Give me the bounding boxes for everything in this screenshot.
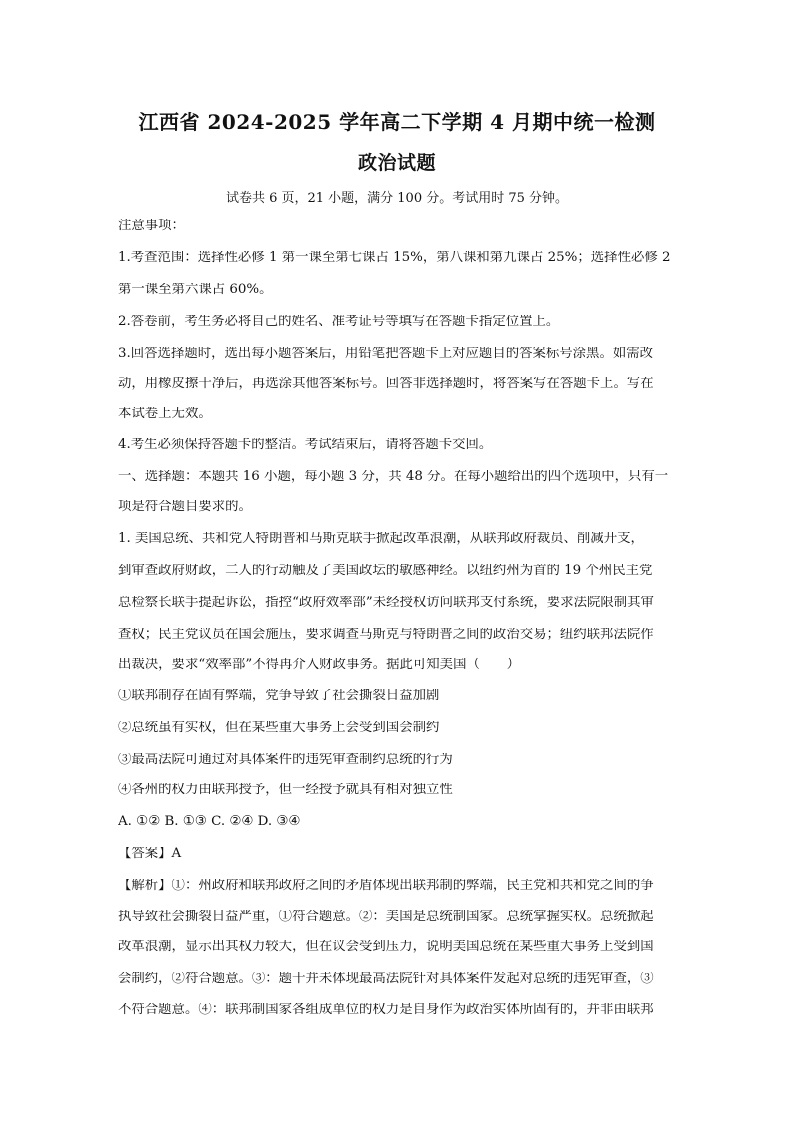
section-heading: 一、选择题：本题共 16 小题，每小题 3 分，共 48 分。在每小题给出的四个选项中，只有一 <box>118 470 669 484</box>
question-stem: 到审查政府财政，二人的行动触及了美国政坛的敏感神经。以纽约州为首的 19 个州民主党 <box>118 564 653 578</box>
option-statement: ④各州的权力由联邦授予，但一经授予就具有相对独立性 <box>118 783 453 797</box>
notice-line: 本试卷上无效。 <box>118 407 212 421</box>
analysis-line: 会制约，②符合题意。③：题干并未体现最高法院针对具体案件发起对总统的违宪审查，③ <box>118 972 654 986</box>
analysis-line: 执导致社会撕裂日益严重，①符合题意。②：美国是总统制国家。总统掌握实权。总统掀起 <box>118 910 654 924</box>
analysis-line: 不符合题意。④：联邦制国家各组成单位的权力是自身作为政治实体所固有的，并非由联邦 <box>118 1003 654 1017</box>
option-statement: ②总统虽有实权，但在某些重大事务上会受到国会制约 <box>118 721 440 735</box>
notice-line: 2.答卷前，考生务必将自己的姓名、准考证号等填写在答题卡指定位置上。 <box>118 315 560 329</box>
notice-line: 1.考查范围：选择性必修 1 第一课至第七课占 15%，第八课和第九课占 25%；选择性必修 2 <box>118 251 671 265</box>
exam-subject: 政治试题 <box>357 152 436 174</box>
question-stem: 总检察长联手提起诉讼，指控“政府效率部”未经授权访问联邦支付系统，要求法院限制其审 <box>118 596 654 610</box>
notice-line: 3.回答选择题时，选出每小题答案后，用铅笔把答题卡上对应题目的答案标号涂黑。如需改 <box>118 347 654 361</box>
notice-line: 第一课至第六课占 60%。 <box>118 283 273 297</box>
notice-line: 4.考生必须保持答题卡的整洁。考试结束后，请将答题卡交回。 <box>118 438 493 452</box>
question-stem: 查权；民主党议员在国会施压，要求调查马斯克与特朗普之间的政治交易；纽约联邦法院作 <box>118 628 654 642</box>
option-statement: ③最高法院可通过对具体案件的违宪审查制约总统的行为 <box>118 753 453 767</box>
answer-label: 【答案】A <box>118 847 182 861</box>
analysis-line: 【解析】①：州政府和联邦政府之间的矛盾体现出联邦制的弊端，民主党和共和党之间的争 <box>118 879 654 893</box>
analysis-line: 改革浪潮，显示出其权力较大，但在议会受到压力，说明美国总统在某些重大事务上受到国 <box>118 940 654 954</box>
notice-line: 动，用橡皮擦干净后，再选涂其他答案标号。回答非选择题时，将答案写在答题卡上。写在 <box>118 377 654 391</box>
exam-title: 江西省 2024-2025 学年高二下学期 4 月期中统一检测 <box>138 110 656 134</box>
notice-heading: 注意事项： <box>118 219 185 233</box>
answer-choices: A. ①② B. ①③ C. ②④ D. ③④ <box>118 815 301 829</box>
section-heading: 项是符合题目要求的。 <box>118 500 252 514</box>
exam-info: 试卷共 6 页，21 小题，满分 100 分。考试用时 75 分钟。 <box>225 191 569 206</box>
question-stem: 1. 美国总统、共和党人特朗普和马斯克联手掀起改革浪潮，从联邦政府裁员、削减开支， <box>118 532 644 546</box>
option-statement: ①联邦制存在固有弊端，党争导致了社会撕裂日益加剧 <box>118 689 440 703</box>
question-stem: 出裁决，要求“效率部”不得再介入财政事务。据此可知美国（ ） <box>118 658 521 672</box>
